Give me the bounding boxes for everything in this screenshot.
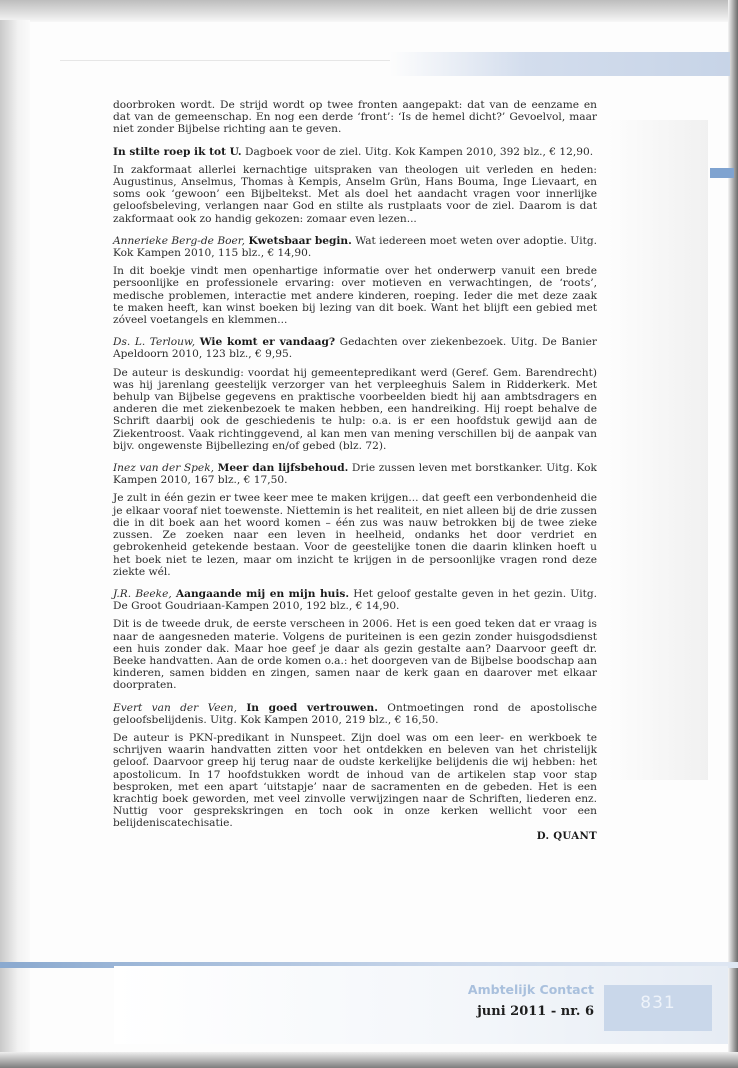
- entry-details: Het geloof gestalte geven in het gezin. Uitg. De Groot Goudriaan-Kampen 2010, 192 blz., € 14,90.: [113, 587, 597, 613]
- entry-review-6: De auteur is PKN-predikant in Nunspeet. Zijn doel was om een leer- en werkboek te schrijven waarin handvatten zitten voor het ontdekken en beleven van het christelijk geloof. Daarvoor greep hij terug naar de oudste kerkelijke belijdenis die wij hebben: het apostolicum. In 17 hoofdstukken wordt de inhoud van de artikelen stap voor stap besproken, met een apart ‘uitstapje’ naar de sacramenten en de gebeden. Het is een krachtig boek geworden, met veel zinvolle verwijzingen naar de Schriften, liederen enz. Nuttig voor gesprekskringen en toch ook in onze kerken wellicht voor een belijdeniscatechisatie.: [113, 731, 597, 830]
- bleed-through-shadow: [608, 120, 708, 780]
- entry-heading-4: [113, 462, 597, 486]
- entry-heading-1: [113, 146, 597, 158]
- header-accent-band: [390, 52, 730, 76]
- entry-heading-3: [113, 336, 597, 360]
- book-binding-edge: [0, 20, 30, 1060]
- scan-right-edge: [728, 0, 738, 1068]
- entry-title: In goed vertrouwen.: [246, 701, 378, 714]
- entry-author: Ds. L. Terlouw,: [113, 336, 200, 349]
- entry-details: Dagboek voor de ziel. Uitg. Kok Kampen 2010, 392 blz., € 12,90.: [241, 145, 594, 158]
- header-rule: [60, 60, 390, 61]
- reviewer-signature: D. QUANT: [536, 829, 597, 842]
- entry-review-2: In dit boekje vindt men openhartige informatie over het onderwerp vanuit een brede persoonlijke en professionele ervaring: over motieven en verwachtingen, de ‘roots’, medische problemen, interactie met andere kinderen, roeping. Ieder die met deze zaak te maken heeft, kan winst boeken bij lezing van dit boek. Want het blijft een gebied met zóveel voetangels en klemmen...: [113, 265, 597, 327]
- issue-label: juni 2011 - nr. 6: [477, 1004, 594, 1019]
- entry-review-4: Je zult in één gezin er twee keer mee te maken krijgen... dat geeft een verbondenheid die je elkaar vooraf niet toewenste. Niettemin is het realiteit, en niet alleen bij de drie zussen die in dit boek aan het woord komen – één zus was nauw betrokken bij de twee zieke zussen. Ze zoeken naar een leven in heelheid, ondanks het door verdriet en gebrokenheid getekende bestaan. Voor de geestelijke tonen die daarin klinken hoeft u het boek niet te lezen, maar om inzicht te krijgen in de persoonlijke vragen rond deze ziekte wél.: [113, 492, 597, 578]
- entry-author: Inez van der Spek,: [113, 462, 218, 475]
- scan-bottom-edge: [0, 1052, 738, 1068]
- entry-heading-2: [113, 235, 597, 259]
- entry-heading-5: [113, 588, 597, 612]
- review-column: [113, 99, 597, 842]
- entry-author: J.R. Beeke,: [113, 587, 176, 600]
- entry-title: In stilte roep ik tot U.: [113, 145, 242, 158]
- entry-heading-6: [113, 702, 597, 726]
- entry-review-3: De auteur is deskundig: voordat hij gemeentepredikant werd (Geref. Gem. Barendrecht) was hij jarenlang geestelijk verzorger van het verpleeghuis Salem in Ridderkerk. Met behulp van Bijbelse gegevens en praktische voorbeelden biedt hij aan ambtsdragers en anderen die met ziekenbezoek te maken hebben, een handreiking. Hij roept behalve de Schrift daarbij ook de geschiedenis te hulp: o.a. is er een hoofdstuk gewijd aan de Ziekentroost. Vaak richtinggevend, al kan men van mening verschillen bij de aanpak van bijv. ongewenste Bijbellezing en/of gebed (blz. 72).: [113, 366, 597, 452]
- scan-top-shadow: [0, 0, 738, 22]
- entry-title: Kwetsbaar begin.: [248, 234, 352, 247]
- entry-title: Meer dan lijfsbehoud.: [217, 462, 349, 475]
- page-number: 831: [640, 993, 676, 1013]
- entry-details: Wat iedereen moet weten over adoptie. Uitg. Kok Kampen 2010, 115 blz., € 14,90.: [113, 234, 597, 260]
- entry-author: Annerieke Berg-de Boer,: [113, 234, 249, 247]
- entry-review-5: Dit is de tweede druk, de eerste verscheen in 2006. Het is een goed teken dat er vraag is naar de aangesneden materie. Volgens de puriteinen is een gezin zonder huisgodsdienst een huis zonder dak. Maar hoe geef je daar als gezin gestalte aan? Daarvoor geeft dr. Beeke handvatten. Aan de orde komen o.a.: het doorgeven van de Bijbelse boodschap aan kinderen, samen bidden en zingen, samen naar de kerk gaan en daarover met elkaar doorpraten.: [113, 618, 597, 692]
- entry-review-1: In zakformaat allerlei kernachtige uitspraken van theologen uit verleden en heden: Augustinus, Anselmus, Thomas à Kempis, Anselm Grün, Hans Bouma, Inge Lievaart, en soms ook ‘gewoon’ een Bijbeltekst. Met als doel het aandacht vragen voor innerlijke geloofsbeleving, verlangen naar God en stilte als rustplaats voor de ziel. Daarom is dat zakformaat ook zo handig gekozen: zomaar even lezen...: [113, 163, 597, 225]
- section-side-tab: [710, 168, 734, 178]
- intro-paragraph: doorbroken wordt. De strijd wordt op twee fronten aangepakt: dat van de eenzame en dat van de gemeenschap. En nog een derde ‘front’: ‘Is de hemel dicht?’ Gevoelvol, maar niet zonder Bijbelse richting aan te geven.: [113, 99, 597, 136]
- entry-title: Wie komt er vandaag?: [199, 336, 336, 349]
- entry-details: Ontmoetingen rond de apostolische geloofsbelijdenis. Uitg. Kok Kampen 2010, 219 blz., € 16,50.: [113, 701, 598, 726]
- entry-details: Gedachten over ziekenbezoek. Uitg. De Banier Apeldoorn 2010, 123 blz., € 9,95.: [113, 336, 597, 361]
- journal-name: Ambtelijk Contact: [467, 982, 594, 997]
- entry-author: Evert van der Veen,: [113, 701, 247, 714]
- entry-details: Drie zussen leven met borstkanker. Uitg. Kok Kampen 2010, 167 blz., € 17,50.: [113, 462, 597, 487]
- entry-title: Aangaande mij en mijn huis.: [175, 587, 350, 600]
